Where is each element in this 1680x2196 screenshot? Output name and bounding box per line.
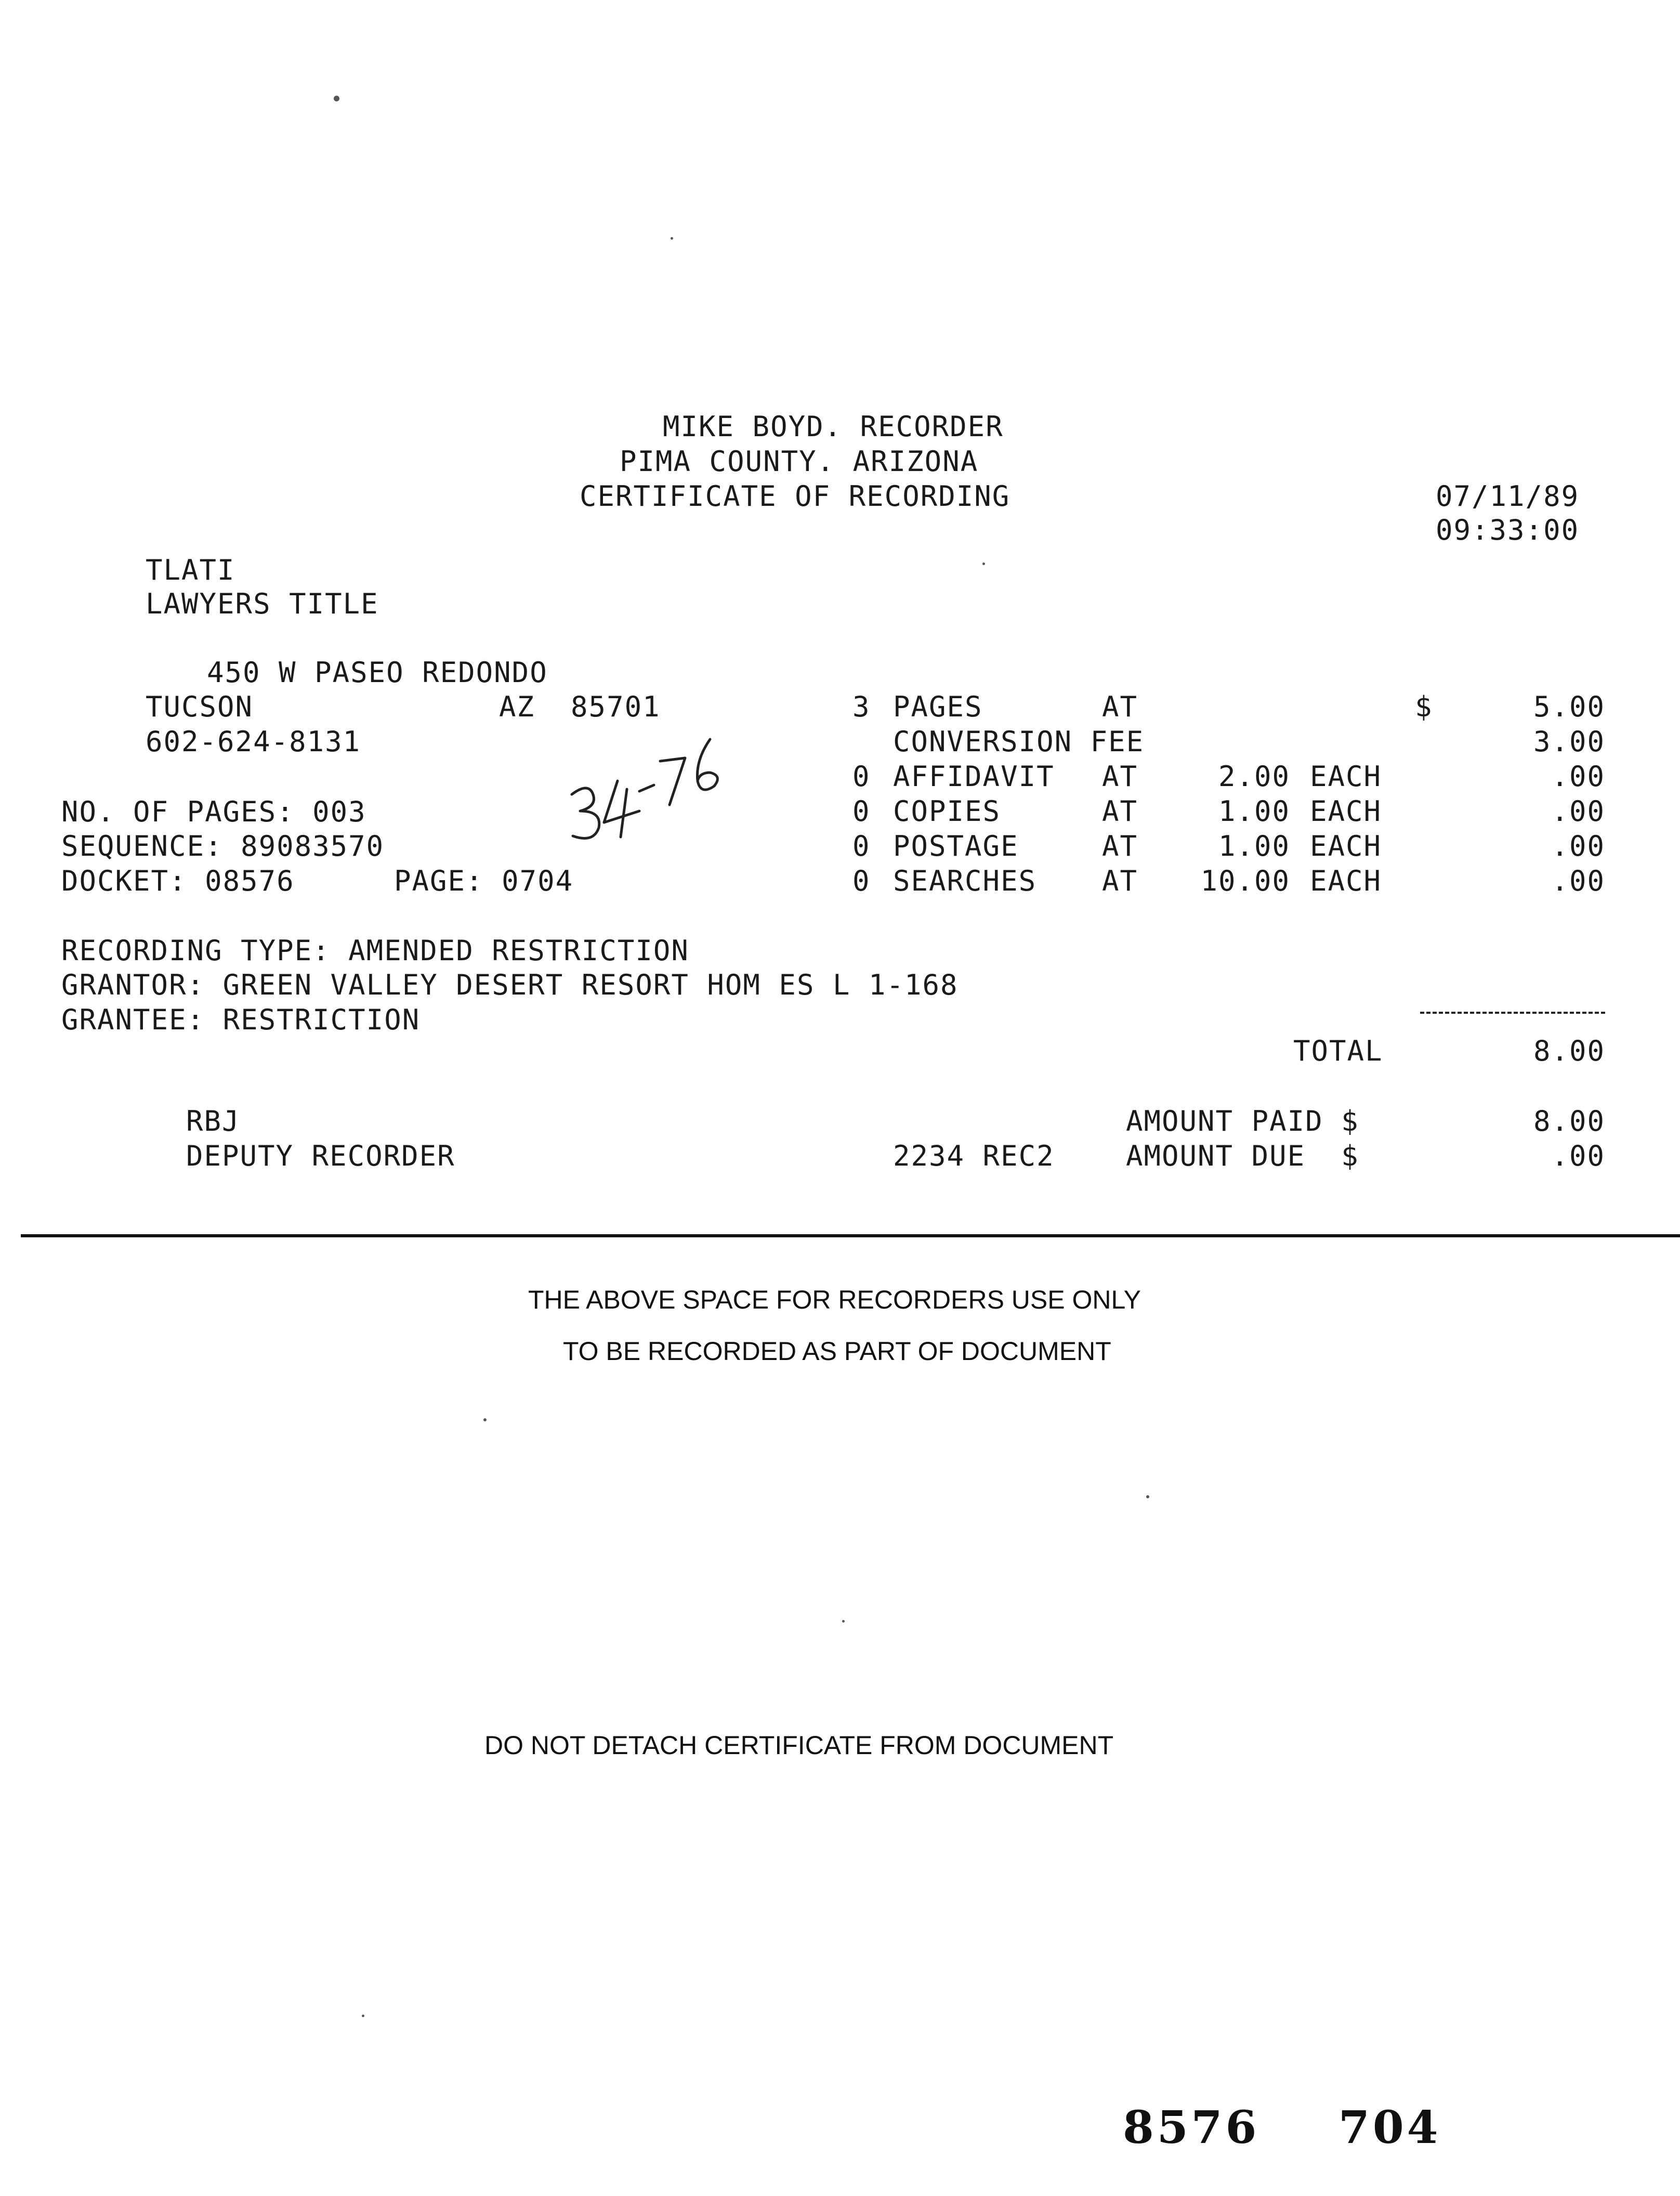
recording-type: RECORDING TYPE: AMENDED RESTRICTION [61, 934, 689, 967]
amount-paid-label: AMOUNT PAID $ [1126, 1105, 1359, 1138]
fee-qty: 3 [852, 690, 871, 723]
recorder-name: MIKE BOYD. RECORDER [663, 410, 1004, 443]
filer-state-zip: AZ 85701 [499, 690, 661, 723]
fee-rate: 2.00 [1218, 760, 1290, 793]
fee-qty: 0 [852, 865, 871, 897]
fee-amount: .00 [1551, 830, 1605, 862]
fee-amount: 5.00 [1533, 690, 1605, 723]
filer-street: 450 W PASEO REDONDO [207, 656, 548, 689]
stamped-page-number: 704 [1338, 2101, 1441, 2154]
grantor: GRANTOR: GREEN VALLEY DESERT RESORT HOM ES L 1-168 [61, 969, 959, 1001]
number-of-pages: NO. OF PAGES: 003 [61, 795, 366, 828]
fee-item: POSTAGE [893, 830, 1019, 862]
total-label: TOTAL [1293, 1035, 1383, 1067]
fee-item: AFFIDAVIT [893, 760, 1055, 793]
fee-item: SEARCHES [893, 865, 1037, 897]
scan-speck [483, 1418, 487, 1421]
amount-due-value: .00 [1551, 1140, 1605, 1172]
certificate-title: CERTIFICATE OF RECORDING [580, 480, 1010, 513]
fee-each: EACH [1310, 865, 1382, 897]
scan-speck [982, 563, 985, 565]
county-name: PIMA COUNTY. ARIZONA [620, 445, 979, 478]
fee-qty: 0 [852, 760, 871, 793]
fee-at: AT [1102, 690, 1138, 723]
total-separator [1420, 1012, 1605, 1014]
total-value: 8.00 [1533, 1035, 1605, 1067]
deputy-title: DEPUTY RECORDER [186, 1140, 455, 1172]
amount-due-label: AMOUNT DUE $ [1126, 1140, 1359, 1172]
fee-amount: .00 [1551, 865, 1605, 897]
fee-at: AT [1102, 795, 1138, 828]
fee-each: EACH [1310, 830, 1382, 862]
fee-item: CONVERSION FEE [893, 725, 1145, 758]
fee-at: AT [1102, 865, 1138, 897]
filer-name: LAWYERS TITLE [146, 587, 379, 620]
do-not-detach-notice: DO NOT DETACH CERTIFICATE FROM DOCUMENT [484, 1731, 1114, 1760]
sequence-number: SEQUENCE: 89083570 [61, 830, 385, 862]
grantee: GRANTEE: RESTRICTION [61, 1003, 421, 1036]
register-code: 2234 REC2 [893, 1140, 1055, 1172]
filer-code: TLATI [146, 554, 235, 586]
fee-currency: $ [1415, 690, 1433, 723]
fee-amount: .00 [1551, 760, 1605, 793]
amount-paid-value: 8.00 [1533, 1105, 1605, 1138]
scan-speck [842, 1620, 845, 1623]
recording-time: 09:33:00 [1436, 514, 1580, 546]
fee-item: COPIES [893, 795, 1001, 828]
docket-number: DOCKET: 08576 [61, 865, 295, 897]
fee-rate: 1.00 [1218, 830, 1290, 862]
recorder-space-divider [21, 1234, 1680, 1237]
filer-phone: 602-624-8131 [146, 725, 361, 758]
fee-each: EACH [1310, 760, 1382, 793]
fee-rate: 10.00 [1200, 865, 1290, 897]
fee-at: AT [1102, 830, 1138, 862]
recorders-use-notice: THE ABOVE SPACE FOR RECORDERS USE ONLY [528, 1285, 1141, 1314]
fee-each: EACH [1310, 795, 1382, 828]
recording-date: 07/11/89 [1436, 480, 1580, 513]
fee-amount: .00 [1551, 795, 1605, 828]
filer-city: TUCSON [146, 690, 254, 723]
stamped-docket-number: 8576 [1123, 2101, 1260, 2154]
scan-speck [1146, 1495, 1149, 1498]
fee-item: PAGES [893, 690, 983, 723]
fee-amount: 3.00 [1533, 725, 1605, 758]
fee-qty: 0 [852, 830, 871, 862]
recorded-as-part-notice: TO BE RECORDED AS PART OF DOCUMENT [563, 1337, 1111, 1366]
fee-rate: 1.00 [1218, 795, 1290, 828]
scan-speck [334, 96, 339, 101]
deputy-initials: RBJ [186, 1105, 240, 1138]
fee-qty: 0 [852, 795, 871, 828]
scan-speck [671, 237, 673, 240]
page-number: PAGE: 0704 [394, 865, 574, 897]
handwritten-note-34-76 [561, 733, 738, 853]
fee-at: AT [1102, 760, 1138, 793]
scan-speck [362, 2015, 364, 2017]
